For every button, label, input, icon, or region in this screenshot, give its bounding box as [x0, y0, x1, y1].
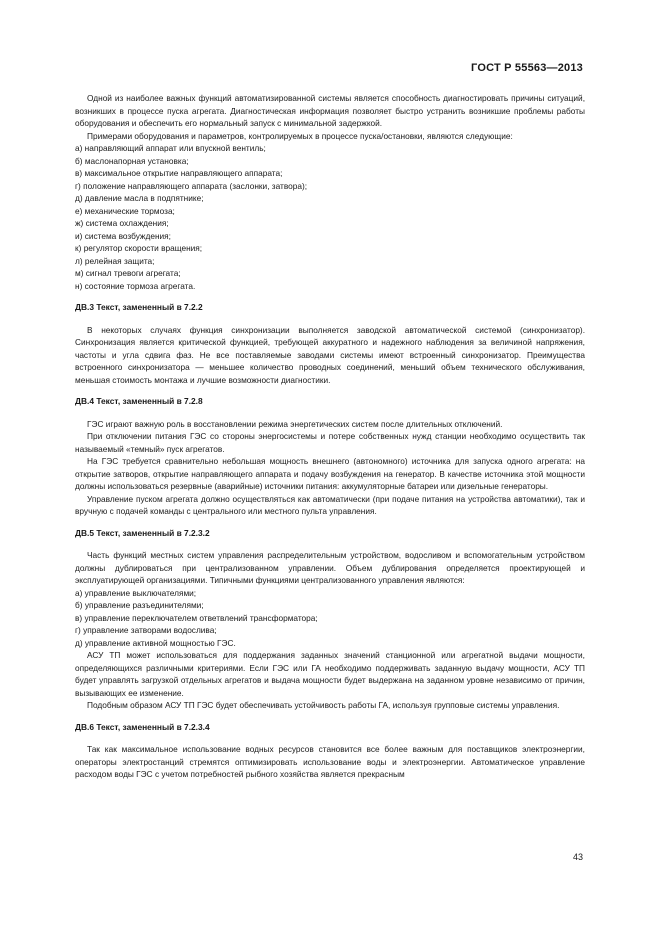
paragraph: АСУ ТП может использоваться для поддержания заданных значений станционной или агрегатной выдачи мощности, определяющихся различными критериями. Если ГЭС или ГА необходимо поддерживать заданную выдачу мощности, АСУ ТП будет управлять загрузкой отдельных агрегатов и выдача мощности будет выдержана на заданном уровне независимо от причин, вызывающих ее изменение. — [75, 650, 585, 698]
paragraph: На ГЭС требуется сравнительно небольшая мощность внешнего (автономного) источника для запуска одного агрегата: на открытие затворов, открытие направляющего аппарата и подачу возбуждения на генератор. В качестве источника этой мощности должны использоваться резервные (аварийные) источники питания: аккумуляторные батареи или дизельные генераторы. — [75, 456, 585, 491]
list-item: б) управление разъединителями; — [75, 600, 204, 610]
list-item: г) управление затворами водослива; — [75, 625, 217, 635]
list-item: а) направляющий аппарат или впускной вентиль; — [75, 143, 266, 153]
list-item: в) управление переключателем ответвлений трансформатора; — [75, 612, 318, 623]
paragraph: Управление пуском агрегата должно осуществляться как автоматически (при подаче питания на устройства автоматики), так и вручную с подачей команды с центрального или местного пульта управления. — [75, 493, 585, 516]
list-item: и) система возбуждения; — [75, 230, 171, 241]
list-item: е) механические тормоза; — [75, 205, 175, 216]
paragraph: При отключении питания ГЭС со стороны энергосистемы и потере собственных нужд станции необходимо осуществить так называемый «темный» пуск агрегатов. — [75, 431, 585, 454]
document-body — [75, 92, 585, 781]
paragraph: Так как максимальное использование водных ресурсов становится все более важным для поставщиков электроэнергии, операторы электростанций стремятся оптимизировать использование воды и электроэнергии. Автоматическое управление расходом воды ГЭС с учетом потребностей рыбного хозяйства является прекрасным — [75, 744, 585, 779]
list-item: л) релейная защита; — [75, 255, 155, 266]
list-item: д) управление активной мощностью ГЭС. — [75, 637, 236, 648]
section-heading: ДВ.5 Текст, замененный в 7.2.3.2 — [75, 527, 210, 538]
list-item: м) сигнал тревоги агрегата; — [75, 268, 181, 278]
list-item: д) давление масла в подпятнике; — [75, 193, 204, 203]
list-item: а) управление выключателями; — [75, 587, 197, 598]
list-item: б) маслонапорная установка; — [75, 155, 189, 166]
list-item: г) положение направляющего аппарата (заслонки, затвора); — [75, 180, 308, 191]
paragraph: Подобным образом АСУ ТП ГЭС будет обеспечивать устойчивость работы ГА, используя групповые системы управления. — [87, 700, 560, 710]
section-heading: ДВ.4 Текст, замененный в 7.2.8 — [75, 396, 203, 406]
paragraph: Примерами оборудования и параметров, контролируемых в процессе пуска/остановки, являются следующие: — [87, 130, 513, 141]
page-number: 43 — [572, 852, 583, 862]
list-item: к) регулятор скорости вращения; — [75, 243, 203, 253]
section-heading: ДВ.3 Текст, замененный в 7.2.2 — [75, 302, 203, 312]
list-item: в) максимальное открытие направляющего аппарата; — [75, 168, 283, 178]
paragraph: В некоторых случаях функция синхронизации выполняется заводской автоматической системой (синхронизатор). Синхронизация является критической функцией, требующей аккуратного и надежного наблюдения за величиной напряжения, частоты и угла сдвига фаз. Не все поставляемые заводами системы имеют встроенный синхронизатор. Преимущества встроенного синхронизатора — меньшее количество проводных соединений, меньший объем технического обслуживания, меньшая стоимость монтажа и лучшие возможности диагностики. — [75, 324, 585, 385]
list-item: н) состояние тормоза агрегата. — [75, 280, 196, 291]
list-item: ж) система охлаждения; — [75, 218, 169, 228]
section-heading: ДВ.6 Текст, замененный в 7.2.3.4 — [75, 721, 210, 732]
paragraph: Часть функций местных систем управления распределительным устройством, водосливом и вспомогательным устройством должны дублироваться при централизованном управлении. Объем дублирования определяется проектирующей и эксплуатирующей организациями. Типичными функциями централизованного управления являются: — [75, 550, 585, 585]
paragraph: ГЭС играют важную роль в восстановлении режима энергетических систем после длительных отключений. — [87, 418, 503, 429]
paragraph: Одной из наиболее важных функций автоматизированной системы является способность диагностировать причины ситуаций, возникших в процессе пуска агрегата. Диагностическая информация позволяет быстро устранить возникшие проблемы работы оборудования и обеспечить его нормальный запуск с минимальной задержкой. — [75, 93, 585, 128]
page-header-title: ГОСТ Р 55563—2013 — [471, 62, 583, 74]
